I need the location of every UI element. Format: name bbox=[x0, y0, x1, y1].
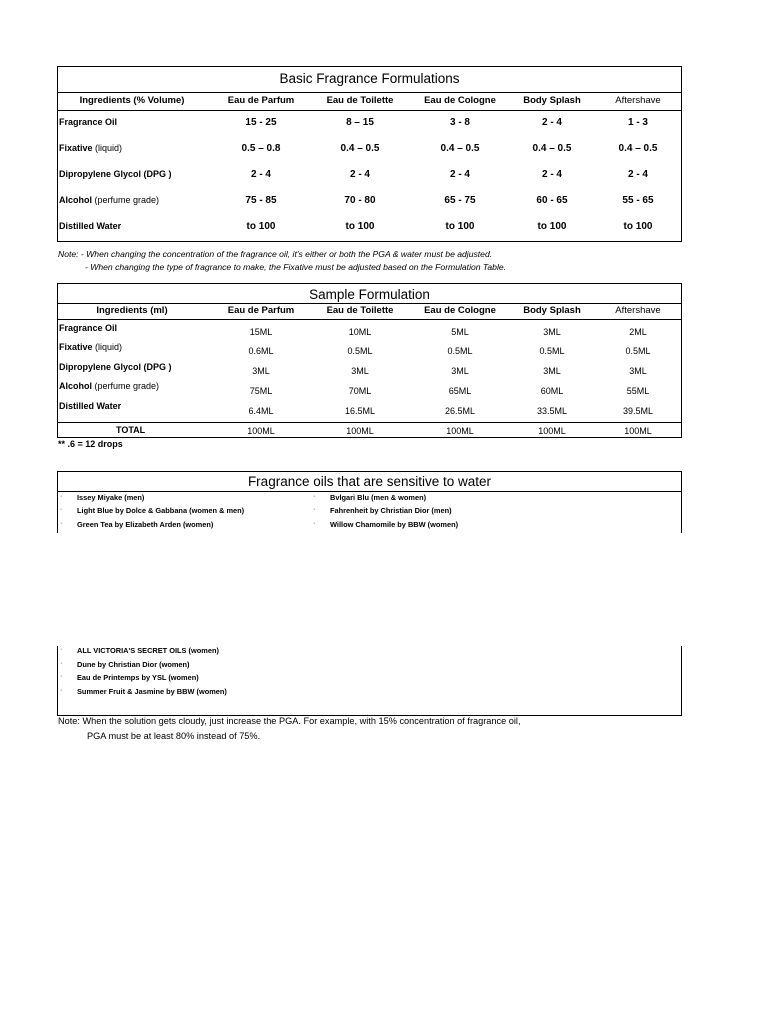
cell: 55ML bbox=[626, 386, 650, 396]
divider bbox=[57, 422, 682, 423]
divider bbox=[57, 92, 682, 93]
basic-header-eau-de-cologne: Eau de Cologne bbox=[424, 95, 496, 106]
list-item: Fahrenheit by Christian Dior (men) bbox=[330, 506, 452, 515]
cell: 55 - 65 bbox=[622, 195, 654, 206]
cell: 15ML bbox=[249, 327, 273, 337]
bullet: · bbox=[60, 646, 63, 653]
sensitive-note-2: PGA must be at least 80% instead of 75%. bbox=[87, 731, 261, 741]
bullet: · bbox=[60, 673, 63, 680]
bullet: · bbox=[313, 493, 316, 500]
row-label-note: (perfume grade) bbox=[94, 381, 160, 391]
sample-header-body-splash: Body Splash bbox=[523, 305, 581, 316]
divider bbox=[57, 303, 682, 304]
row-label: Fragrance Oil bbox=[59, 323, 118, 333]
cell: 15 - 25 bbox=[245, 117, 277, 128]
list-item: Light Blue by Dolce & Gabbana (women & men) bbox=[77, 506, 245, 515]
basic-header-ingredients: Ingredients (% Volume) bbox=[79, 95, 185, 106]
basic-note-2: - When changing the type of fragrance to make, the Fixative must be adjusted based on the Formulation Table. bbox=[85, 262, 507, 272]
cell: 2 - 4 bbox=[541, 169, 562, 180]
cell: 2 - 4 bbox=[449, 169, 470, 180]
cell: 1 - 3 bbox=[627, 117, 648, 128]
cell: 2 - 4 bbox=[250, 169, 271, 180]
cell: 0.5ML bbox=[625, 346, 651, 356]
list-item: ALL VICTORIA'S SECRET OILS (women) bbox=[77, 646, 219, 655]
bullet: · bbox=[60, 687, 63, 694]
bullet: · bbox=[60, 520, 63, 527]
cell: 0.4 – 0.5 bbox=[440, 143, 480, 154]
cell: 2 - 4 bbox=[349, 169, 370, 180]
row-label: Dipropylene Glycol (DPG ) bbox=[59, 362, 172, 372]
cell: to 100 bbox=[345, 221, 375, 232]
cell: 100ML bbox=[446, 426, 474, 436]
row-label: Fragrance Oil bbox=[59, 117, 118, 127]
basic-table-title: Basic Fragrance Formulations bbox=[279, 71, 460, 86]
divider bbox=[57, 110, 682, 111]
list-item: Issey Miyake (men) bbox=[77, 493, 145, 502]
list-item: Eau de Printemps by YSL (women) bbox=[77, 673, 199, 682]
row-label: Alcohol bbox=[59, 195, 92, 205]
cell: 0.4 – 0.5 bbox=[532, 143, 572, 154]
cell: 3ML bbox=[629, 366, 647, 376]
basic-header-aftershave: Aftershave bbox=[615, 95, 661, 106]
sample-header-eau-de-cologne: Eau de Cologne bbox=[424, 305, 496, 316]
cell: 0.4 – 0.5 bbox=[618, 143, 658, 154]
cell: 33.5ML bbox=[536, 406, 568, 416]
bullet: · bbox=[60, 660, 63, 667]
cell: 75 - 85 bbox=[245, 195, 277, 206]
bullet: · bbox=[313, 506, 316, 513]
sample-header-eau-de-toilette: Eau de Toilette bbox=[326, 305, 394, 316]
cell: to 100 bbox=[623, 221, 653, 232]
cell: 100ML bbox=[247, 426, 275, 436]
cell: 60ML bbox=[540, 386, 564, 396]
divider bbox=[57, 319, 682, 320]
basic-header-eau-de-parfum: Eau de Parfum bbox=[227, 95, 295, 106]
basic-header-eau-de-toilette: Eau de Toilette bbox=[326, 95, 394, 106]
cell: 26.5ML bbox=[444, 406, 476, 416]
row-label: Fixative bbox=[59, 342, 93, 352]
row-label: Distilled Water bbox=[59, 401, 122, 411]
list-item: Willow Chamomile by BBW (women) bbox=[330, 520, 459, 529]
cell: 39.5ML bbox=[622, 406, 654, 416]
sensitive-note-1: Note: When the solution gets cloudy, just increase the PGA. For example, with 15% concentration of fragrance oil, bbox=[58, 716, 521, 726]
cell: 8 – 15 bbox=[346, 117, 374, 128]
row-label-note: (liquid) bbox=[95, 342, 123, 352]
cell: 3ML bbox=[252, 366, 270, 376]
sensitive-table-title: Fragrance oils that are sensitive to water bbox=[247, 474, 492, 489]
cell: 65 - 75 bbox=[444, 195, 476, 206]
row-label: Fixative bbox=[59, 143, 93, 153]
cell: 2 - 4 bbox=[541, 117, 562, 128]
list-item: Green Tea by Elizabeth Arden (women) bbox=[77, 520, 214, 529]
cell: 65ML bbox=[448, 386, 472, 396]
divider bbox=[57, 491, 682, 492]
cell: 3ML bbox=[543, 327, 561, 337]
cell: 100ML bbox=[624, 426, 652, 436]
cell: 6.4ML bbox=[248, 406, 274, 416]
row-label-note: (perfume grade) bbox=[94, 195, 160, 205]
cell: 3 - 8 bbox=[449, 117, 470, 128]
list-item: Summer Fruit & Jasmine by BBW (women) bbox=[77, 687, 227, 696]
cell: 0.5ML bbox=[539, 346, 565, 356]
list-item: Dune by Christian Dior (women) bbox=[77, 660, 190, 669]
cell: 75ML bbox=[249, 386, 273, 396]
cell: 0.6ML bbox=[248, 346, 274, 356]
row-label: Alcohol bbox=[59, 381, 92, 391]
bullet: · bbox=[60, 493, 63, 500]
cell: 16.5ML bbox=[344, 406, 376, 416]
cell: 70ML bbox=[348, 386, 372, 396]
cell: 10ML bbox=[348, 327, 372, 337]
basic-note-1: Note: - When changing the concentration of the fragrance oil, it's either or both the PGA & water must be adjusted. bbox=[58, 249, 493, 259]
basic-header-body-splash: Body Splash bbox=[523, 95, 581, 106]
cell: 100ML bbox=[538, 426, 566, 436]
cell: 70 - 80 bbox=[344, 195, 376, 206]
sample-header-eau-de-parfum: Eau de Parfum bbox=[227, 305, 295, 316]
sample-header-ingredients: Ingredients (ml) bbox=[96, 305, 168, 316]
cell: 100ML bbox=[346, 426, 374, 436]
cell: to 100 bbox=[537, 221, 567, 232]
cell: 3ML bbox=[351, 366, 369, 376]
row-label-note: (liquid) bbox=[95, 143, 123, 153]
cell: 0.5 – 0.8 bbox=[241, 143, 281, 154]
bullet: · bbox=[60, 506, 63, 513]
cell: to 100 bbox=[445, 221, 475, 232]
cell: 2 - 4 bbox=[627, 169, 648, 180]
sample-footnote: ** .6 = 12 drops bbox=[58, 439, 123, 449]
cell: 2ML bbox=[629, 327, 647, 337]
cell: to 100 bbox=[246, 221, 276, 232]
sample-header-aftershave: Aftershave bbox=[615, 305, 661, 316]
cell: 0.5ML bbox=[347, 346, 373, 356]
cell: 0.5ML bbox=[447, 346, 473, 356]
cell: 3ML bbox=[451, 366, 469, 376]
cell: 3ML bbox=[543, 366, 561, 376]
row-label: Dipropylene Glycol (DPG ) bbox=[59, 169, 172, 179]
cell: 0.4 – 0.5 bbox=[340, 143, 380, 154]
total-label: TOTAL bbox=[116, 425, 146, 435]
cell: 60 - 65 bbox=[536, 195, 568, 206]
cell: 5ML bbox=[451, 327, 469, 337]
sample-table-title: Sample Formulation bbox=[309, 287, 430, 302]
list-item: Bvlgari Blu (men & women) bbox=[330, 493, 427, 502]
row-label: Distilled Water bbox=[59, 221, 122, 231]
bullet: · bbox=[313, 520, 316, 527]
